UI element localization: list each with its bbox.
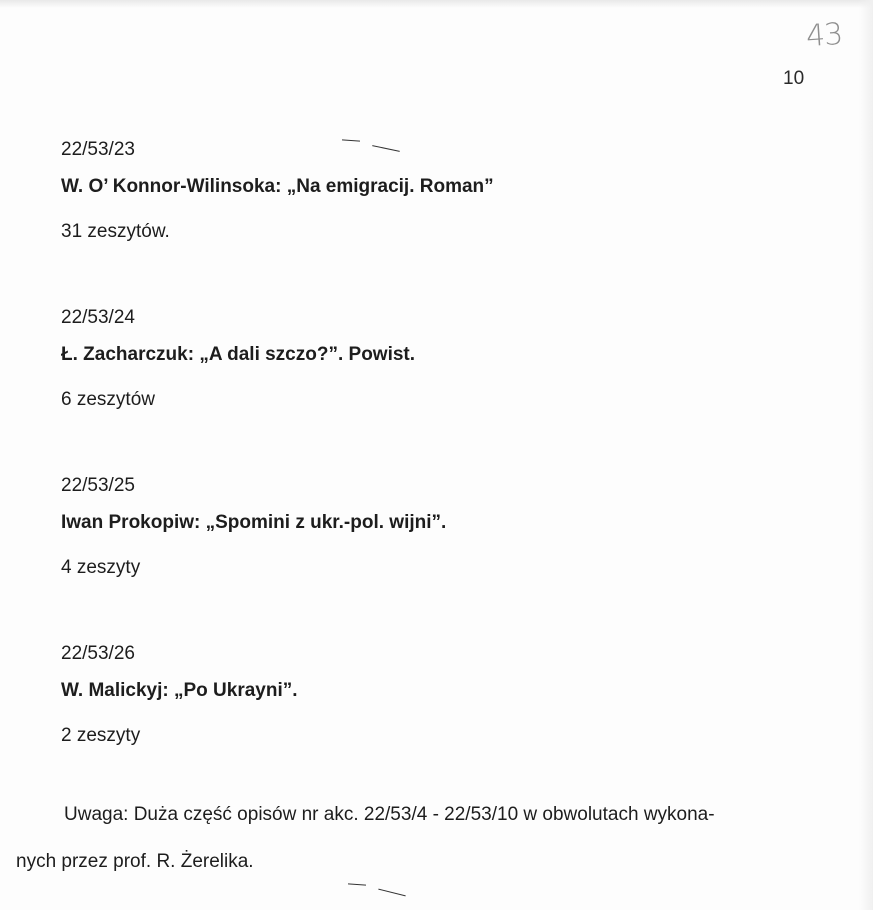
entry-signature: 22/53/23 — [61, 139, 135, 160]
scan-mark — [342, 139, 360, 141]
page-top-edge — [0, 0, 873, 8]
entry-count: 2 zeszyty — [61, 725, 141, 746]
handwritten-folio-number: 43 — [804, 16, 844, 55]
scan-mark — [378, 889, 405, 897]
note-text-line-1: Uwaga: Duża część opisów nr akc. 22/53/4 - 22/53/10 w obwolutach wykona- — [64, 804, 715, 825]
entry-title: Ł. Zacharczuk: „A dali szczo?”. Powist. — [61, 344, 416, 365]
entry-signature: 22/53/26 — [61, 643, 135, 664]
entry-signature: 22/53/24 — [61, 307, 135, 328]
entry-title: W. O’ Konnor-Wilinsoka: „Na emigracij. Roman” — [61, 176, 494, 197]
scan-mark — [372, 145, 400, 152]
entry-signature: 22/53/25 — [61, 475, 135, 496]
scan-mark — [348, 883, 366, 885]
entry-count: 4 zeszyty — [61, 557, 141, 578]
entry-title: W. Malickyj: „Po Ukrayni”. — [61, 680, 298, 701]
page-number: 10 — [783, 68, 805, 89]
page-right-edge — [859, 0, 873, 910]
entry-count: 31 zeszytów. — [61, 221, 170, 242]
entry-title: Iwan Prokopiw: „Spomini z ukr.-pol. wijni”. — [61, 512, 447, 533]
entry-count: 6 zeszytów — [61, 389, 155, 410]
note-text-line-2: nych przez prof. R. Żerelika. — [16, 851, 254, 872]
